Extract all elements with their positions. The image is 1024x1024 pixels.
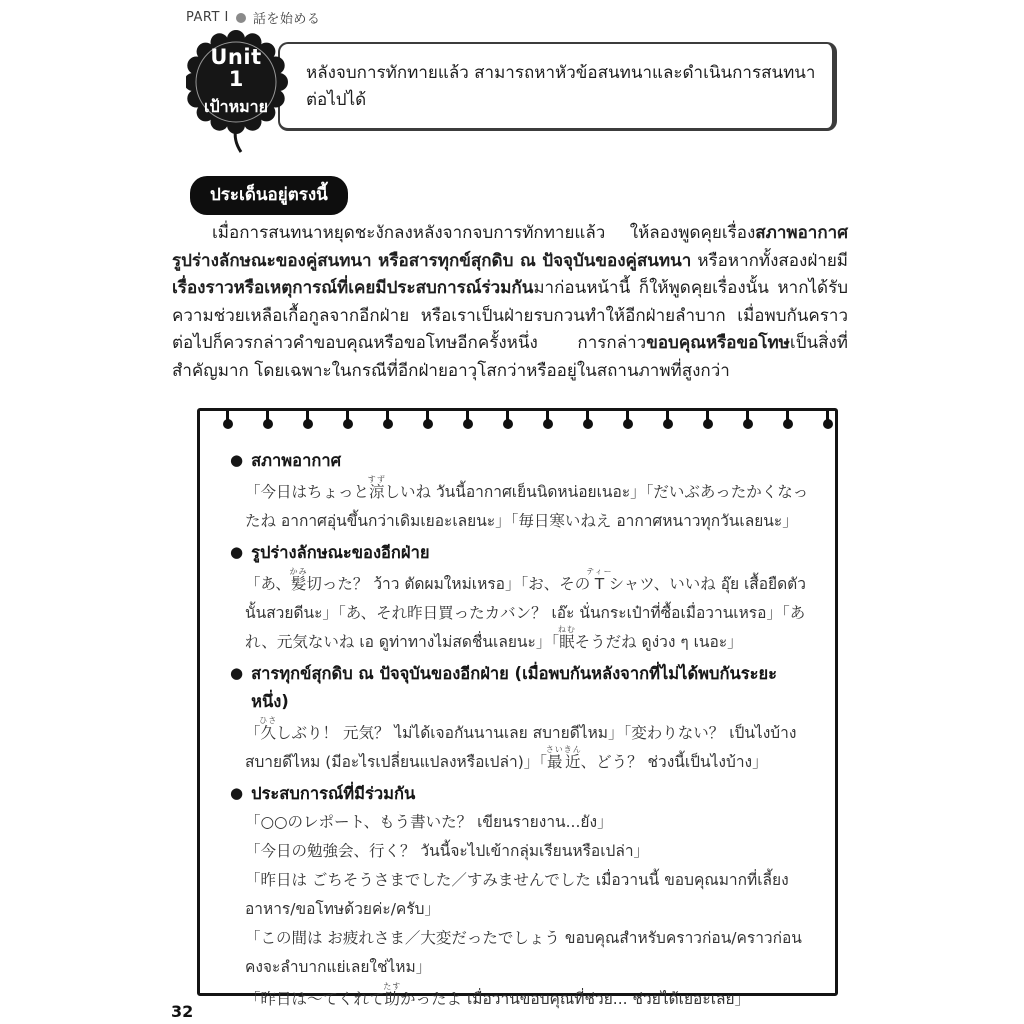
notebook-section (230, 660, 809, 777)
point-label: ประเด็นอยู่ตรงนี้ (190, 176, 348, 215)
section-heading (230, 539, 809, 567)
intro-segment-bold: สภาพอากาศ รูปร่างลักษณะของคู่สนทนา หรือสารทุกข์สุกดิบ ณ ปัจจุบันของคู่สนทนา (172, 223, 848, 271)
notebook-sections (200, 411, 835, 1014)
part-label: PART I (186, 10, 229, 25)
quote-line: 「この間は お疲れさま／大変だったでしょう ขอบคุณสำหรับคราวก่อน/คราวก่อนคงจะลำบากแย่เลยใช่ไหม」 (245, 929, 802, 976)
quote-line: 「昨日は〜てくれて助たすかったよ เมื่อวานขอบคุณที่ช่วย... ช่วยได้เยอะเลย」 (245, 982, 751, 1008)
binder-pin-icon (826, 411, 829, 422)
quote-line: 「昨日は ごちそうさまでした／すみませんでした เมื่อวานนี้ ขอบคุณมากที่เลี้ยงอาหาร/ขอโทษด้วยค่ะ/ครับ」 (245, 871, 789, 918)
page-running-head (186, 8, 320, 27)
badge-unit-word: Unit (210, 45, 262, 69)
binder-pin-icon (506, 411, 509, 422)
binder-pin-icon (546, 411, 549, 422)
intro-segment-bold: ขอบคุณหรือขอโทษ (646, 333, 790, 353)
binder-pin-icon (266, 411, 269, 422)
quote-line: 「だいぶあったかくなったね อากาศอุ่นขึ้นกว่าเดิมเยอะเลยนะ」 (245, 483, 809, 530)
quote-line: 「あ、髪かみ切った？ ว้าว ตัดผมใหม่เหรอ」 (245, 567, 521, 593)
quote-line: 「あれ、元気ないね เอ ดูท่าทางไม่สดชื่นเลยนะ」 (245, 604, 806, 651)
intro-paragraph (172, 220, 848, 385)
unit-goal-box (278, 42, 837, 131)
section-heading-text: ประสบการณ์ที่มีร่วมกัน (251, 784, 416, 803)
intro-segment-bold: เรื่องราวหรือเหตุการณ์ที่เคยมีประสบการณ์ร่วมกัน (172, 278, 534, 298)
binder-pin-icon (666, 411, 669, 422)
notebook-section (230, 780, 809, 1014)
header-dot-icon (236, 13, 246, 23)
quote-line: 「あ、それ昨日買ったカバン？ เอ๊ะ นั่นกระเป๋าที่ซื้อเมื่อวานเหรอ」 (337, 604, 782, 622)
intro-segment: เมื่อการสนทนาหยุดชะงักลงหลังจากจบการทักทายแล้ว ให้ลองพูดคุยเรื่อง (212, 223, 756, 243)
binder-pin-icon (466, 411, 469, 422)
binder-pin-icon (586, 411, 589, 422)
section-quotes (230, 808, 809, 1014)
binder-pin-icon (306, 411, 309, 422)
quote-line: 「毎日寒いねえ อากาศหนาวทุกวันเลยนะ」 (510, 512, 798, 530)
quote-line: 「変わりない？ เป็นไงบ้าง สบายดีไหม (มีอะไรเปลี่ยนแปลงหรือเปล่า)」 (245, 724, 797, 771)
section-heading-text: สารทุกข์สุกดิบ ณ ปัจจุบันของอีกฝ่าย (เมื่อพบกันหลังจากที่ไม่ได้พบกันระยะหนึ่ง) (251, 664, 778, 711)
bullet-icon: ● (230, 451, 244, 469)
badge-unit-number: 1 (228, 67, 244, 91)
section-heading-text: สภาพอากาศ (251, 451, 342, 470)
binder-pin-icon (346, 411, 349, 422)
bullet-icon: ● (230, 543, 244, 561)
section-heading (230, 447, 809, 475)
quote-line: 「○○のレポート、もう書いた？ เขียนรายงาน...ยัง」 (245, 813, 613, 831)
binder-pin-icon (746, 411, 749, 422)
notebook-section (230, 539, 809, 657)
section-heading-text: รูปร่างลักษณะของอีกฝ่าย (251, 543, 430, 562)
binder-pin-icon (386, 411, 389, 422)
bullet-icon: ● (230, 784, 244, 802)
intro-segment: มาก่อนหน้านี้ ก็ให้พูดคุยเรื่องนั้น หากได้รับความช่วยเหลือเกื้อกูลจากอีกฝ่าย หรือเราเป็นฝ่ายรบกวนทำให้อีกฝ่ายลำบาก เมื่อพบกันคราวต่อไปก็ควรกล่าวคำขอบคุณหรือขอโทษอีกครั้งหนึ่ง การกล่าว (172, 278, 848, 353)
quote-line: 「お、そのTティーシャツ、いいね อุ๊ย เสื้อยืดตัวนั้นสวยดีนะ」 (245, 567, 806, 622)
unit-goal-text: หลังจบการทักทายแล้ว สามารถหาหัวข้อสนทนาและดำเนินการสนทนาต่อไปได้ (306, 63, 816, 110)
binder-pin-icon (426, 411, 429, 422)
notebook-section (230, 447, 809, 536)
page-number: 32 (171, 1002, 194, 1021)
binder-pin-icon (226, 411, 229, 422)
section-heading (230, 660, 809, 716)
section-quotes (230, 716, 809, 777)
quote-line: 「眠ねむそうだね ดูง่วง ๆ เนอะ」 (551, 625, 743, 651)
section-quotes (230, 567, 809, 657)
quote-line: 「今日はちょっと涼すずしいね วันนี้อากาศเย็นนิดหน่อยเนอะ」 (245, 475, 646, 501)
section-quotes (230, 475, 809, 536)
intro-segment: เป็นสิ่งที่สำคัญมาก โดยเฉพาะในกรณีที่อีกฝ่ายอาวุโสกว่าหรืออยู่ในสถานภาพที่สูงกว่า (172, 333, 848, 381)
notebook-panel (197, 408, 838, 1008)
badge-subtitle: เป้าหมาย (203, 97, 269, 116)
section-heading (230, 780, 809, 808)
binder-pin-icon (626, 411, 629, 422)
quote-line: 「今日の勉強会、行く？ วันนี้จะไปเข้ากลุ่มเรียนหรือเปล่า」 (245, 842, 650, 860)
binder-pins (200, 411, 835, 435)
unit-badge (186, 30, 288, 156)
intro-segment: หรือหากทั้งสองฝ่ายมี (691, 250, 848, 271)
bullet-icon: ● (230, 664, 244, 682)
quote-line: 「久ひさしぶり！ 元気？ ไม่ได้เจอกันนานเลย สบายดีไหม」 (245, 716, 624, 742)
quote-line: 「最近さいきん、どう？ ช่วงนี้เป็นไงบ้าง」 (539, 745, 768, 771)
part-title: 話を始める (252, 12, 321, 27)
binder-pin-icon (786, 411, 789, 422)
binder-pin-icon (706, 411, 709, 422)
